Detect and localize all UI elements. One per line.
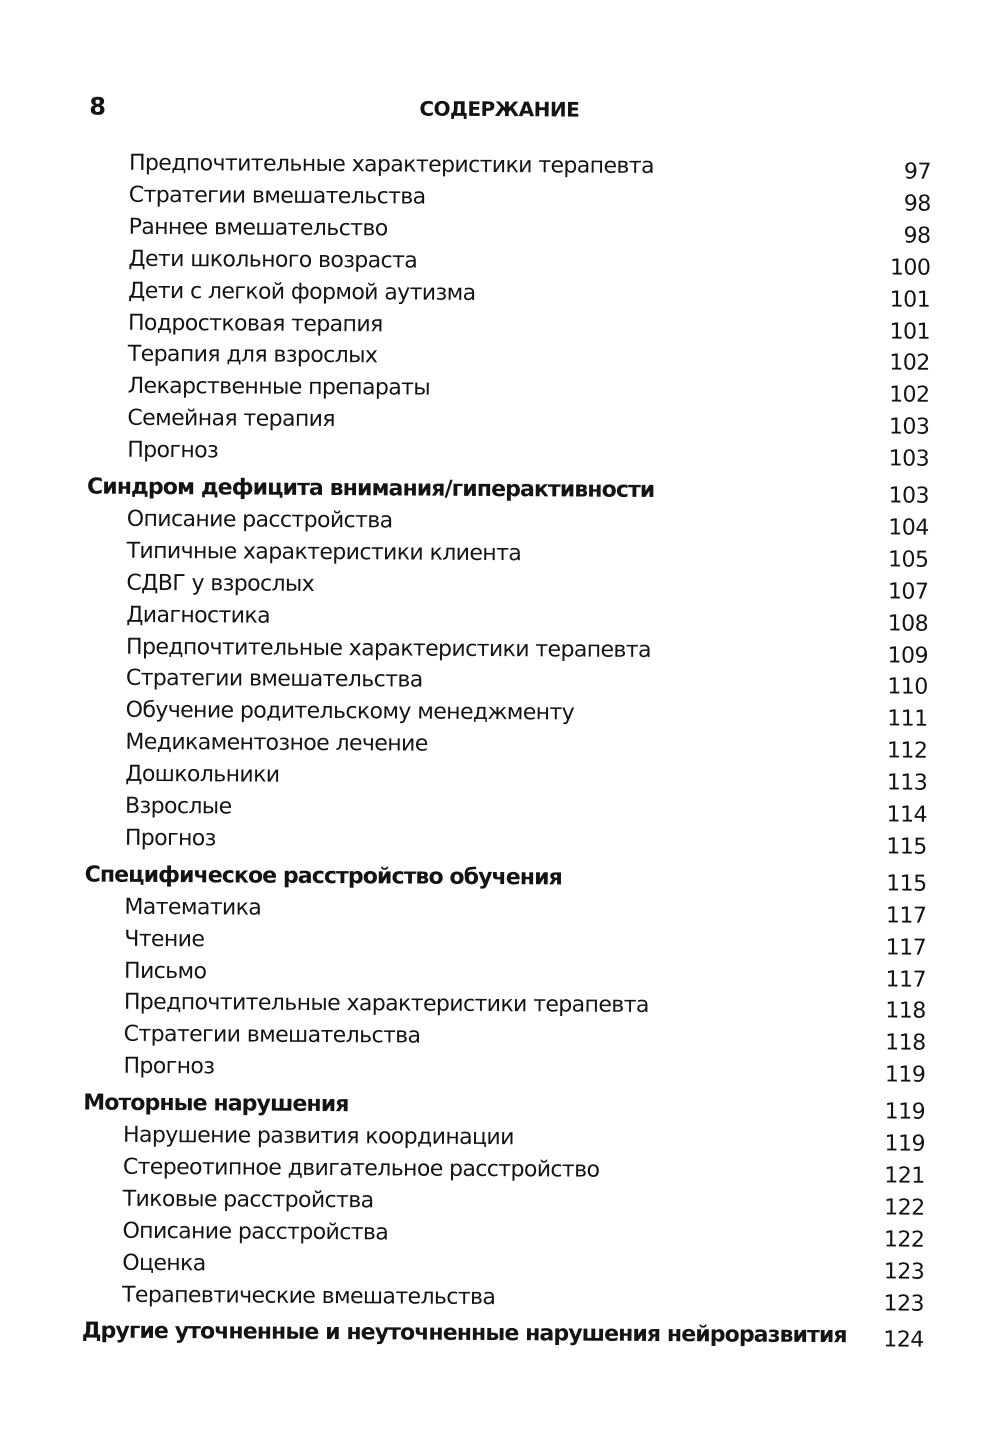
toc-entry-page: 108 bbox=[887, 611, 929, 637]
toc-entry-page: 101 bbox=[889, 287, 931, 313]
toc-entry-page: 98 bbox=[903, 191, 931, 217]
toc-entry-title: Прогноз bbox=[124, 825, 216, 852]
toc-entry-title: Терапевтические вмешательства bbox=[122, 1282, 496, 1310]
toc-entry-title: Терапия для взрослых bbox=[127, 342, 378, 369]
toc-entry-title: Типичные характеристики клиента bbox=[126, 538, 522, 566]
toc-entry-title: Стратегии вмешательства bbox=[125, 666, 423, 693]
toc-entry-page: 123 bbox=[883, 1290, 925, 1317]
toc-entry-title: Лекарственные препараты bbox=[127, 374, 431, 401]
toc-entry-page: 104 bbox=[888, 515, 929, 541]
toc-entry-page: 98 bbox=[903, 223, 931, 249]
toc-entry-page: 110 bbox=[887, 674, 928, 701]
toc-entry-title: Специфическое расстройство обучения bbox=[84, 862, 562, 891]
toc-entry-page: 117 bbox=[885, 903, 927, 929]
toc-entry-page: 119 bbox=[884, 1099, 926, 1125]
table-of-contents bbox=[0, 150, 999, 1354]
toc-item bbox=[0, 437, 997, 475]
toc-entry-page: 118 bbox=[885, 998, 926, 1025]
toc-entry-page: 123 bbox=[883, 1259, 925, 1285]
toc-entry-title: Письмо bbox=[123, 958, 207, 984]
toc-entry-page: 115 bbox=[886, 834, 927, 860]
toc-entry-title: Тиковые расстройства bbox=[122, 1186, 374, 1214]
toc-entry-title: Предпочтительные характеристики терапевта bbox=[128, 150, 654, 179]
toc-entry-title: Математика bbox=[124, 894, 262, 921]
toc-entry-page: 117 bbox=[885, 966, 927, 993]
toc-item bbox=[0, 825, 995, 863]
toc-entry-title: Нарушение развития координации bbox=[122, 1122, 514, 1151]
running-title: СОДЕРЖАНИЕ bbox=[419, 96, 580, 122]
toc-entry-page: 103 bbox=[888, 446, 930, 472]
toc-entry-page: 117 bbox=[885, 935, 927, 961]
toc-item bbox=[0, 1053, 994, 1091]
toc-entry-title: Моторные нарушения bbox=[83, 1090, 349, 1118]
toc-entry-title: Стереотипное двигательное расстройство bbox=[122, 1154, 600, 1183]
toc-entry-title: Синдром дефицита внимания/гиперактивности bbox=[86, 474, 655, 504]
toc-entry-page: 122 bbox=[884, 1195, 925, 1221]
toc-entry-page: 109 bbox=[887, 642, 929, 669]
toc-entry-title: СДВГ у взрослых bbox=[126, 570, 315, 597]
toc-entry-page: 107 bbox=[887, 579, 929, 605]
toc-section bbox=[0, 1318, 992, 1356]
toc-entry-page: 115 bbox=[886, 871, 927, 897]
toc-entry-title: Прогноз bbox=[127, 437, 219, 464]
toc-entry-title: Семейная терапия bbox=[127, 405, 336, 433]
toc-entry-page: 103 bbox=[888, 414, 930, 440]
toc-entry-title: Другие уточненные и неуточненные нарушения нейроразвития bbox=[81, 1318, 847, 1349]
toc-entry-page: 97 bbox=[903, 159, 932, 185]
toc-entry-page: 100 bbox=[889, 255, 931, 281]
toc-entry-title: Предпочтительные характеристики терапевта bbox=[123, 990, 649, 1019]
toc-entry-title: Дети с легкой формой аутизма bbox=[128, 278, 476, 306]
toc-entry-title: Оценка bbox=[122, 1250, 206, 1276]
toc-entry-page: 114 bbox=[886, 802, 928, 828]
toc-entry-title: Обучение родительскому менеджменту bbox=[125, 698, 575, 726]
page-number: 8 bbox=[89, 92, 107, 121]
toc-entry-title: Чтение bbox=[124, 926, 205, 952]
toc-entry-page: 124 bbox=[883, 1327, 924, 1354]
toc-entry-page: 118 bbox=[885, 1030, 926, 1056]
toc-entry-page: 119 bbox=[884, 1062, 926, 1088]
toc-item bbox=[0, 1281, 992, 1319]
toc-entry-title: Дошкольники bbox=[125, 761, 280, 788]
toc-entry-page: 111 bbox=[887, 706, 928, 732]
toc-entry-title: Диагностика bbox=[126, 602, 271, 629]
toc-entry-page: 101 bbox=[889, 318, 931, 345]
toc-entry-title: Подростковая терапия bbox=[127, 310, 383, 337]
page-header bbox=[89, 93, 909, 128]
toc-entry-page: 102 bbox=[889, 382, 930, 408]
toc-entry-title: Описание расстройства bbox=[122, 1218, 389, 1246]
toc-entry-title: Медикаментозное лечение bbox=[125, 729, 428, 757]
toc-entry-title: Взрослые bbox=[125, 793, 232, 820]
toc-entry-title: Стратегии вмешательства bbox=[123, 1022, 421, 1049]
toc-entry-page: 105 bbox=[888, 547, 929, 573]
toc-entry-page: 102 bbox=[889, 350, 930, 377]
toc-entry-page: 112 bbox=[886, 738, 928, 764]
toc-entry-page: 103 bbox=[888, 483, 930, 509]
toc-entry-page: 122 bbox=[883, 1227, 925, 1253]
toc-entry-page: 121 bbox=[884, 1163, 925, 1189]
toc-entry-title: Предпочтительные характеристики терапевта bbox=[125, 634, 652, 663]
toc-entry-title: Описание расстройства bbox=[126, 506, 393, 534]
toc-entry-title: Прогноз bbox=[123, 1053, 215, 1080]
toc-entry-page: 113 bbox=[886, 770, 928, 796]
toc-entry-title: Дети школьного возраста bbox=[128, 246, 418, 274]
toc-entry-title: Раннее вмешательство bbox=[128, 214, 388, 242]
toc-entry-page: 119 bbox=[884, 1131, 926, 1157]
toc-entry-title: Стратегии вмешательства bbox=[128, 182, 426, 210]
